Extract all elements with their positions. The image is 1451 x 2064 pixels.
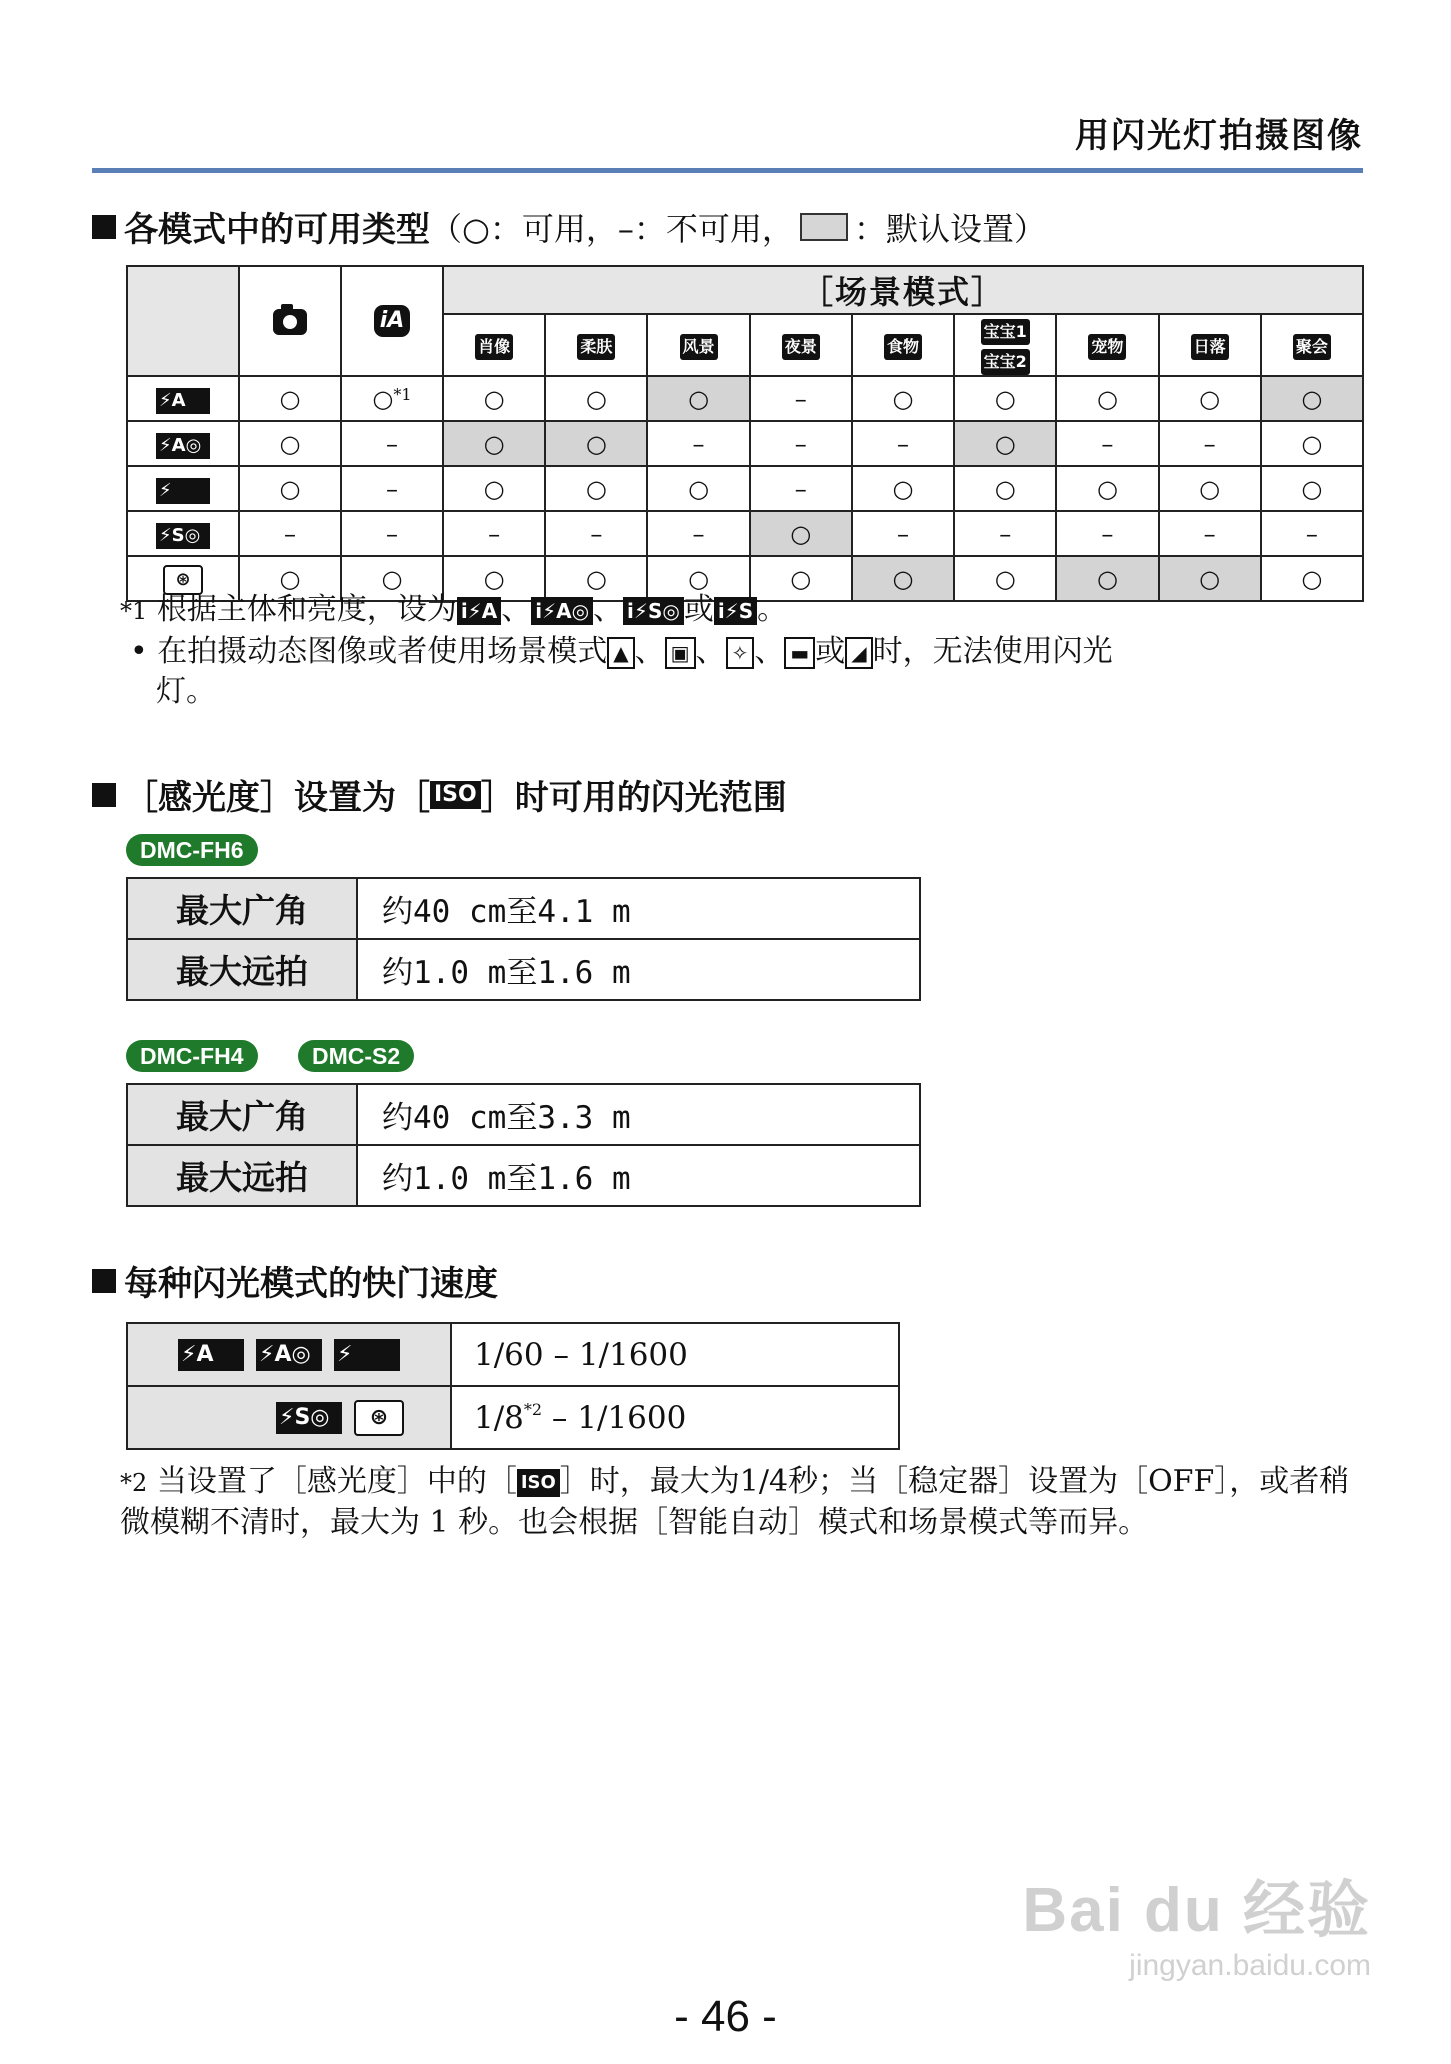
availability-cell: – — [1056, 511, 1158, 556]
scene-icon-4: 食物 — [884, 334, 922, 360]
default-swatch-icon — [800, 213, 848, 241]
watermark-line1: Bai du 经验 — [1022, 1876, 1371, 1945]
availability-cell: ○ — [852, 466, 954, 511]
range-value: 约40 cm至3.3 m — [357, 1084, 920, 1145]
flash-off-icon: ⊛ — [354, 1400, 404, 1436]
bullet-mark: • — [130, 634, 148, 669]
availability-cell: ○ — [954, 556, 1056, 601]
model-badge-fh4: DMC-FH4 — [126, 1040, 258, 1072]
scene-icon-7: 宠物 — [1088, 334, 1126, 360]
note2-text-b: ］时，最大为1/4秒；当［稳定器］设置为［OFF］，或者稍微模糊不清时，最大为 1 秒。也会根据［智能自动］模式和场景模式等而异。 — [120, 1464, 1350, 1540]
flash-mode-icon: ⚡ — [156, 478, 210, 504]
range-key: 最大远拍 — [127, 1145, 357, 1206]
availability-cell: – — [1056, 421, 1158, 466]
shutter-note-mark: *2 — [523, 1399, 543, 1419]
shutter-value-row1: 1/60 – 1/1600 — [451, 1323, 899, 1386]
availability-cell: – — [341, 421, 443, 466]
scene-icon-2: 风景 — [680, 334, 718, 360]
availability-cell: ○ — [443, 376, 545, 421]
table-row — [127, 511, 1363, 556]
sep: 、 — [501, 592, 532, 627]
scenery-icon: ▲ — [607, 637, 634, 669]
scene-col-8 — [1261, 314, 1363, 376]
availability-cell: ○ — [239, 376, 341, 421]
sep: 、 — [634, 634, 665, 669]
intelligent-auto-icon: iA — [374, 305, 410, 337]
flash-mode-icon: ⚡A◎ — [156, 433, 210, 459]
intelligent-iso-icon: ISO — [517, 1469, 560, 1497]
flash-forced-on-icon: ⚡ — [334, 1339, 400, 1371]
watermark-line2: jingyan.baidu.com — [1129, 1949, 1371, 1982]
availability-cell: – — [954, 511, 1056, 556]
availability-cell: ○ — [647, 466, 749, 511]
availability-cell: ○ — [852, 556, 954, 601]
col-ia — [341, 266, 443, 376]
availability-cell: – — [1159, 421, 1261, 466]
scene-mode-title: ［场景模式］ — [800, 273, 1005, 311]
availability-cell: ○ — [1159, 376, 1261, 421]
flash-auto-redeye-icon: ⚡A◎ — [256, 1339, 322, 1371]
availability-cell: ○ — [1261, 376, 1363, 421]
flash-mode-icon: ⊛ — [163, 565, 203, 595]
footnote-1 — [120, 590, 1360, 631]
flash-mode-icon: ⚡S◎ — [156, 523, 210, 549]
note-mark: *1 — [120, 597, 148, 625]
iauto-redeye-icon: i⚡A◎ — [531, 597, 593, 625]
square-bullet-icon — [92, 783, 116, 807]
square-bullet-icon — [92, 215, 116, 239]
shutter-speed-table — [126, 1322, 900, 1450]
availability-cell: ○ — [443, 421, 545, 466]
legend-open: （○：可用，–：不可用， — [430, 209, 794, 248]
range-key: 最大广角 — [127, 878, 357, 939]
iso-title-b: ］时可用的闪光范围 — [480, 778, 787, 818]
availability-cell: ○ — [545, 376, 647, 421]
shutter-modes-row2 — [127, 1386, 451, 1449]
header-divider — [92, 168, 1363, 173]
availability-cell: ○ — [750, 511, 852, 556]
range-value: 约1.0 m至1.6 m — [357, 939, 920, 1000]
availability-cell: ○ — [239, 466, 341, 511]
scene-col-4 — [852, 314, 954, 376]
scene-col-7 — [1159, 314, 1261, 376]
availability-cell: – — [443, 511, 545, 556]
flash-mode-label — [127, 376, 239, 421]
footnote-bullet — [130, 632, 1360, 712]
availability-cell: – — [545, 511, 647, 556]
shutter-title: 每种闪光模式的快门速度 — [124, 1264, 498, 1304]
or: 或 — [815, 634, 846, 669]
availability-cell: ○ — [647, 556, 749, 601]
flash-mode-label — [127, 421, 239, 466]
table-row — [127, 1323, 899, 1386]
baidu-watermark — [1022, 1860, 1371, 1983]
scene-icon-3: 夜景 — [782, 334, 820, 360]
range-value: 约1.0 m至1.6 m — [357, 1145, 920, 1206]
shutter-modes-row1 — [127, 1323, 451, 1386]
shutter-value-a: 1/8 — [474, 1399, 524, 1436]
table-row — [127, 939, 920, 1000]
section-title-modes — [92, 202, 1046, 251]
note-mark: *2 — [120, 1469, 148, 1497]
availability-cell: – — [647, 511, 749, 556]
iauto-flash-icon: i⚡A — [457, 597, 501, 625]
flash-range-table-fh4-s2 — [126, 1083, 921, 1207]
note2-text-a: 当设置了［感光度］中的［ — [156, 1464, 517, 1499]
availability-cell: ○ — [1261, 556, 1363, 601]
availability-cell: ○ — [239, 421, 341, 466]
availability-cell: ○ — [852, 376, 954, 421]
range-key: 最大广角 — [127, 1084, 357, 1145]
scene-icon-5: 宝宝1 — [981, 319, 1030, 345]
availability-cell: ○ — [443, 556, 545, 601]
scene-icon-9: 聚会 — [1293, 334, 1331, 360]
corner-cell — [127, 266, 239, 376]
scene-col-1 — [545, 314, 647, 376]
availability-cell: – — [852, 421, 954, 466]
model-badge-fh6: DMC-FH6 — [126, 834, 258, 866]
availability-cell: ○ — [545, 556, 647, 601]
availability-cell: ○ — [1056, 466, 1158, 511]
note1-text: 根据主体和亮度，设为 — [156, 592, 457, 627]
table-row — [127, 466, 1363, 511]
availability-value: ○ — [372, 384, 394, 413]
end: 。 — [757, 592, 788, 627]
mode-availability-table — [126, 265, 1364, 602]
scene-icon-1: 柔肤 — [577, 334, 615, 360]
table-row — [127, 1386, 899, 1449]
scene-col-3 — [750, 314, 852, 376]
slow-sync-redeye-icon: ⚡S◎ — [276, 1402, 342, 1434]
availability-cell: – — [852, 511, 954, 556]
flash-range-table-fh6 — [126, 877, 921, 1001]
availability-cell: ○ — [954, 421, 1056, 466]
sep: 、 — [754, 634, 785, 669]
flash-mode-label — [127, 511, 239, 556]
availability-cell: – — [1261, 511, 1363, 556]
col-camera — [239, 266, 341, 376]
scene-icon-6: 宝宝2 — [981, 349, 1030, 375]
range-key: 最大远拍 — [127, 939, 357, 1000]
availability-cell: ○ — [1056, 376, 1158, 421]
table-row — [127, 1145, 920, 1206]
sep: 、 — [593, 592, 624, 627]
islow-sync-icon: i⚡S — [714, 597, 757, 625]
availability-cell: ○ — [647, 376, 749, 421]
bullet-text-b: 时，无法使用闪光 — [872, 634, 1113, 669]
beach-icon: ◢ — [845, 637, 872, 669]
scene-col-5 — [954, 314, 1056, 376]
bullet-text-a: 在拍摄动态图像或者使用场景模式 — [157, 634, 608, 669]
availability-cell: ○ — [750, 556, 852, 601]
table-row — [127, 376, 1363, 421]
shutter-value-row2 — [451, 1386, 899, 1449]
availability-cell: – — [341, 511, 443, 556]
availability-cell: – — [647, 421, 749, 466]
legend-close: ：默认设置） — [853, 209, 1046, 248]
intelligent-iso-icon: ISO — [430, 781, 481, 809]
table-row — [127, 878, 920, 939]
availability-cell — [341, 376, 443, 421]
sunset-icon: ▬ — [784, 637, 815, 669]
availability-cell: ○ — [545, 466, 647, 511]
table-row — [127, 1084, 920, 1145]
scene-col-0 — [443, 314, 545, 376]
or: 或 — [683, 592, 714, 627]
range-value: 约40 cm至4.1 m — [357, 878, 920, 939]
section-title-shutter — [92, 1256, 498, 1305]
footnote-2 — [120, 1462, 1360, 1543]
availability-cell: ○ — [443, 466, 545, 511]
square-bullet-icon — [92, 1269, 116, 1293]
availability-cell: ○ — [239, 556, 341, 601]
footnote-ref: *1 — [393, 384, 412, 404]
iso-title-a: ［感光度］设置为［ — [124, 778, 430, 818]
availability-cell: ○ — [545, 421, 647, 466]
availability-cell: – — [1159, 511, 1261, 556]
page-header-title: 用闪光灯拍摄图像 — [1075, 116, 1363, 156]
availability-cell: ○ — [341, 556, 443, 601]
availability-cell: ○ — [954, 376, 1056, 421]
scene-col-2 — [647, 314, 749, 376]
availability-cell: – — [750, 421, 852, 466]
scene-icon-0: 肖像 — [475, 334, 513, 360]
bullet-text-c: 灯。 — [156, 674, 216, 709]
availability-cell: ○ — [1159, 466, 1261, 511]
section-title-text: 各模式中的可用类型 — [124, 210, 430, 250]
availability-cell: – — [239, 511, 341, 556]
islow-redeye-icon: i⚡S◎ — [623, 597, 684, 625]
page-number: - 46 - — [674, 1992, 777, 2041]
flash-auto-icon: ⚡A — [178, 1339, 244, 1371]
model-badge-s2: DMC-S2 — [298, 1040, 414, 1072]
table-row — [127, 421, 1363, 466]
scene-mode-header — [443, 266, 1363, 314]
availability-cell: ○ — [1261, 421, 1363, 466]
availability-cell: – — [341, 466, 443, 511]
flash-mode-icon: ⚡A — [156, 388, 210, 414]
availability-cell: ○ — [1261, 466, 1363, 511]
shutter-value-b: – 1/1600 — [542, 1399, 687, 1436]
availability-cell: – — [750, 376, 852, 421]
section-title-iso-range — [92, 770, 787, 819]
flash-mode-label — [127, 466, 239, 511]
availability-cell: ○ — [954, 466, 1056, 511]
panorama-icon: ▣ — [665, 637, 696, 669]
availability-cell: ○ — [1159, 556, 1261, 601]
camera-icon — [273, 309, 307, 335]
sep: 、 — [695, 634, 726, 669]
scene-icon-8: 日落 — [1191, 334, 1229, 360]
availability-cell: – — [750, 466, 852, 511]
starry-sky-icon: ✧ — [726, 637, 755, 669]
scene-col-6 — [1056, 314, 1158, 376]
availability-cell: ○ — [1056, 556, 1158, 601]
